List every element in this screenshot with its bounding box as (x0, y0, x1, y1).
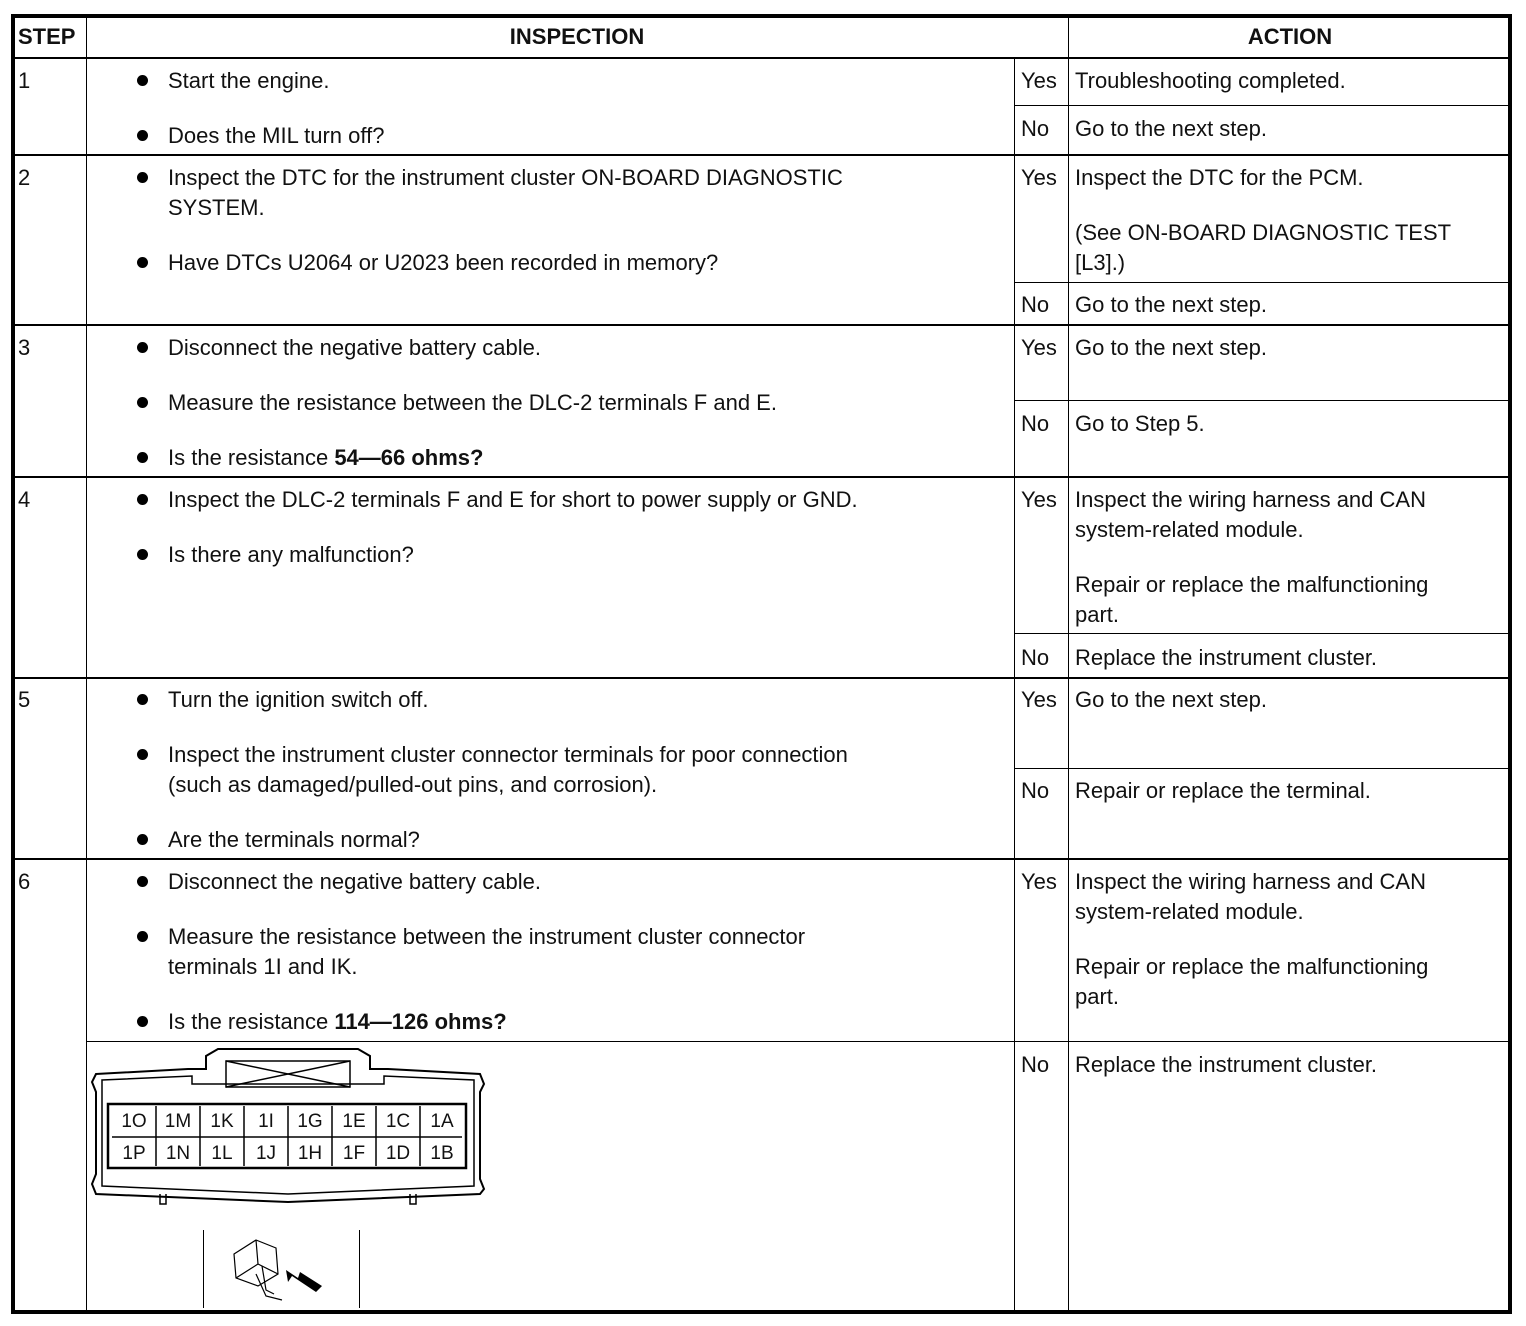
yn-divider-5 (1014, 768, 1512, 769)
inspection-text: Inspect the DTC for the instrument cluster ON-BOARD DIAGNOSTIC (168, 165, 843, 190)
connector-pin: 1P (122, 1143, 146, 1164)
spec-value: 54—66 ohms? (334, 445, 484, 470)
arrow-icon (286, 1270, 322, 1292)
connector-pin: 1O (121, 1111, 147, 1132)
no-label: No (1021, 292, 1050, 317)
no-label: No (1021, 1052, 1050, 1077)
connector-pin: 1N (165, 1143, 191, 1164)
action-text: Repair or replace the malfunctioning (1075, 954, 1429, 979)
yn-divider-4 (1014, 633, 1512, 634)
action-text: part. (1075, 602, 1120, 627)
header-action: ACTION (1247, 24, 1333, 49)
row-divider-5 (11, 858, 1512, 860)
action-text: Replace the instrument cluster. (1075, 1052, 1378, 1077)
action-text: Go to the next step. (1075, 292, 1268, 317)
yes-label: Yes (1021, 687, 1057, 712)
step-number: 3 (18, 335, 31, 360)
yes-label: Yes (1021, 487, 1057, 512)
action-text: Replace the instrument cluster. (1075, 645, 1378, 670)
inspection-text: Start the engine. (168, 68, 330, 93)
connector-pin: 1F (342, 1143, 366, 1164)
inspection-text: Is the resistance 54—66 ohms? (168, 445, 484, 470)
no-label: No (1021, 411, 1050, 436)
row-divider-2 (11, 324, 1512, 326)
bullet-icon (137, 75, 148, 86)
action-text: system-related module. (1075, 899, 1304, 924)
connector-pin: 1I (258, 1111, 274, 1132)
action-text: Go to the next step. (1075, 116, 1268, 141)
bullet-icon (137, 876, 148, 887)
view-frame-right (359, 1230, 360, 1308)
connector-pin: 1H (297, 1143, 323, 1164)
bullet-icon (137, 749, 148, 760)
inspection-text: Are the terminals normal? (168, 827, 420, 852)
yes-label: Yes (1021, 68, 1057, 93)
inspection-text: Measure the resistance between the instrument cluster connector (168, 924, 806, 949)
yn-divider-6 (86, 1041, 1512, 1042)
bullet-icon (137, 397, 148, 408)
bullet-icon (137, 931, 148, 942)
action-text: Repair or replace the terminal. (1075, 778, 1371, 803)
action-text: (See ON-BOARD DIAGNOSTIC TEST (1075, 220, 1452, 245)
col-divider-yn (1014, 58, 1015, 1314)
table-border-left (11, 14, 15, 1314)
inspection-text: Measure the resistance between the DLC-2 terminals F and E. (168, 390, 777, 415)
connector-pin: 1C (385, 1111, 411, 1132)
table-border-right (1508, 14, 1512, 1314)
connector-pin: 1A (430, 1111, 454, 1132)
action-text: Inspect the wiring harness and CAN (1075, 869, 1426, 894)
col-divider-step (86, 14, 87, 1314)
connector-pin: 1L (211, 1143, 233, 1164)
inspection-text: SYSTEM. (168, 195, 265, 220)
action-text: Go to the next step. (1075, 335, 1268, 360)
row-divider-3 (11, 476, 1512, 478)
connector-pin: 1D (385, 1143, 411, 1164)
connector-pin: 1M (164, 1111, 192, 1132)
connector-pin: 1G (297, 1111, 323, 1132)
row-divider-header (11, 57, 1512, 59)
inspection-text: Is there any malfunction? (168, 542, 414, 567)
action-text: Inspect the wiring harness and CAN (1075, 487, 1426, 512)
step-number: 2 (18, 165, 31, 190)
action-text: Troubleshooting completed. (1075, 68, 1346, 93)
inspection-text: Does the MIL turn off? (168, 123, 385, 148)
connector-pin: 1J (255, 1143, 277, 1164)
no-label: No (1021, 645, 1050, 670)
row-divider-4 (11, 677, 1512, 679)
header-step: STEP (18, 24, 76, 49)
bullet-icon (137, 257, 148, 268)
inspection-text: (such as damaged/pulled-out pins, and corrosion). (168, 772, 658, 797)
col-divider-action (1068, 14, 1069, 1314)
harness-view-icon (226, 1234, 336, 1304)
table-border-top (11, 14, 1512, 18)
action-text: Inspect the DTC for the PCM. (1075, 165, 1364, 190)
yes-label: Yes (1021, 335, 1057, 360)
bullet-icon (137, 549, 148, 560)
step-number: 5 (18, 687, 31, 712)
yn-divider-3 (1014, 400, 1512, 401)
yn-divider-1 (1014, 105, 1512, 106)
step-number: 4 (18, 487, 31, 512)
yes-label: Yes (1021, 165, 1057, 190)
bullet-icon (137, 494, 148, 505)
inspection-text: Inspect the DLC-2 terminals F and E for short to power supply or GND. (168, 487, 858, 512)
inspection-text: terminals 1I and IK. (168, 954, 358, 979)
action-text: part. (1075, 984, 1120, 1009)
inspection-text: Disconnect the negative battery cable. (168, 869, 542, 894)
no-label: No (1021, 778, 1050, 803)
connector-pin: 1K (210, 1111, 234, 1132)
bullet-icon (137, 1016, 148, 1027)
bullet-icon (137, 172, 148, 183)
yes-label: Yes (1021, 869, 1057, 894)
table-border-bottom (11, 1310, 1512, 1314)
action-text: [L3].) (1075, 250, 1126, 275)
bullet-icon (137, 694, 148, 705)
inspection-text: Inspect the instrument cluster connector terminals for poor connection (168, 742, 848, 767)
step-number: 1 (18, 68, 31, 93)
connector-pin: 1B (430, 1143, 454, 1164)
step-number: 6 (18, 869, 31, 894)
row-divider-1 (11, 154, 1512, 156)
connector-pin: 1E (342, 1111, 366, 1132)
inspection-text: Have DTCs U2064 or U2023 been recorded in memory? (168, 250, 719, 275)
bullet-icon (137, 452, 148, 463)
action-text: Repair or replace the malfunctioning (1075, 572, 1429, 597)
header-inspection: INSPECTION (509, 24, 645, 49)
action-text: Go to the next step. (1075, 687, 1268, 712)
bullet-icon (137, 834, 148, 845)
inspection-text: Is the resistance 114—126 ohms? (168, 1009, 507, 1034)
view-frame-left (203, 1230, 204, 1308)
inspection-text: Turn the ignition switch off. (168, 687, 429, 712)
action-text: Go to Step 5. (1075, 411, 1205, 436)
action-text: system-related module. (1075, 517, 1304, 542)
no-label: No (1021, 116, 1050, 141)
inspection-text: Disconnect the negative battery cable. (168, 335, 542, 360)
spec-value: 114—126 ohms? (334, 1009, 507, 1034)
bullet-icon (137, 342, 148, 353)
bullet-icon (137, 130, 148, 141)
yn-divider-2 (1014, 282, 1512, 283)
